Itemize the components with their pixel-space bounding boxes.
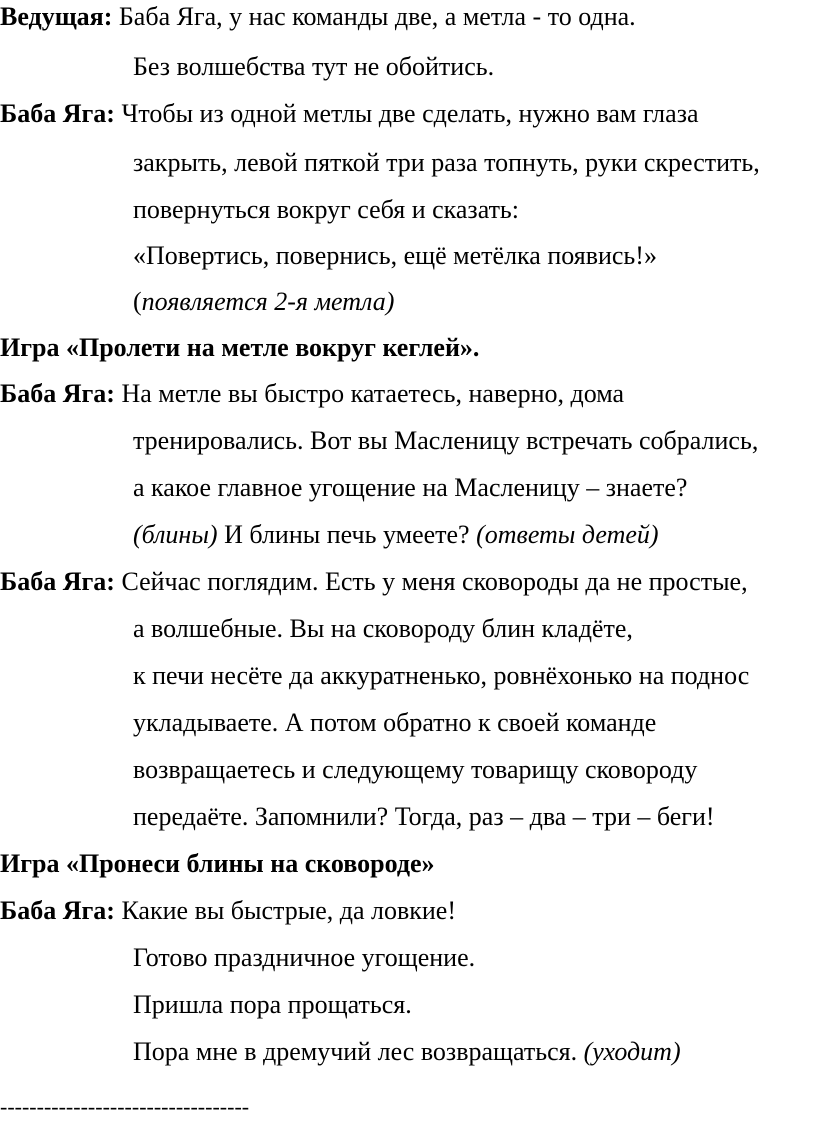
line-text: Сейчас поглядим. Есть у меня сковороды да не простые, xyxy=(114,567,748,596)
speaker-label: Ведущая: xyxy=(0,2,113,31)
line-text: передаёте. Запомнили? Тогда, раз – два – три – беги! xyxy=(133,802,715,831)
line-text: укладываете. А потом обратно к своей команде xyxy=(133,708,657,737)
line-18 xyxy=(133,802,816,832)
line-text: тренировались. Вот вы Масленицу встречать собрались, xyxy=(133,426,759,455)
line-13 xyxy=(0,567,816,597)
line-text: Какие вы быстрые, да ловкие! xyxy=(114,896,456,925)
line-text: к печи несёте да аккуратненько, ровнёхонько на поднос xyxy=(133,661,750,690)
line-21 xyxy=(133,943,816,973)
stage-direction: (уходит) xyxy=(583,1037,681,1066)
line-text: а какое главное угощение на Масленицу – знаете? xyxy=(133,473,688,502)
speaker-label: Баба Яга: xyxy=(0,896,115,925)
line-1 xyxy=(0,2,816,32)
stage-direction: появляется 2-я метла) xyxy=(141,287,395,316)
line-6 xyxy=(133,241,816,271)
line-text: Баба Яга, у нас команды две, а метла - то одна. xyxy=(112,2,636,31)
line-10 xyxy=(133,426,816,456)
stage-direction: (ответы детей) xyxy=(476,520,659,549)
line-14 xyxy=(133,614,816,644)
dashed-separator: ---------------------------------- xyxy=(0,1094,250,1119)
line-22 xyxy=(133,990,816,1020)
line-17 xyxy=(133,755,816,785)
line-15 xyxy=(133,661,816,691)
line-text: Пора мне в дремучий лес возвращаться. xyxy=(133,1037,584,1066)
line-text: закрыть, левой пяткой три раза топнуть, руки скрестить, xyxy=(133,148,760,177)
line-text: На метле вы быстро катаетесь, наверно, дома xyxy=(114,379,625,408)
game-heading: Игра «Пролети на метле вокруг кеглей». xyxy=(0,333,480,362)
line-text: а волшебные. Вы на сковороду блин кладёте, xyxy=(133,614,633,643)
line-12 xyxy=(133,520,816,550)
line-text: возвращаетесь и следующему товарищу сковороду xyxy=(133,755,698,784)
speaker-label: Баба Яга: xyxy=(0,379,115,408)
line-text: повернуться вокруг себя и сказать: xyxy=(133,195,520,224)
line-3 xyxy=(0,99,816,129)
line-2 xyxy=(133,52,816,82)
line-20 xyxy=(0,896,816,926)
line-text: Чтобы из одной метлы две сделать, нужно вам глаза xyxy=(114,99,699,128)
line-text: Готово праздничное угощение. xyxy=(133,943,476,972)
line-text: Пришла пора прощаться. xyxy=(133,990,412,1019)
line-4 xyxy=(133,148,816,178)
heading-game-2 xyxy=(0,849,816,879)
line-text: «Повертись, повернись, ещё метёлка появись!» xyxy=(133,241,657,270)
line-7 xyxy=(133,287,816,317)
heading-game-1 xyxy=(0,333,816,363)
line-16 xyxy=(133,708,816,738)
line-11 xyxy=(133,473,816,503)
game-heading: Игра «Пронеси блины на сковороде» xyxy=(0,849,435,878)
line-5 xyxy=(133,195,816,225)
line-9 xyxy=(0,379,816,409)
line-text: И блины печь умеете? xyxy=(217,520,477,549)
speaker-label: Баба Яга: xyxy=(0,99,115,128)
speaker-label: Баба Яга: xyxy=(0,567,115,596)
line-text: ( xyxy=(133,287,142,316)
stage-direction: (блины) xyxy=(133,520,218,549)
line-text: Без волшебства тут не обойтись. xyxy=(133,52,495,81)
line-23 xyxy=(133,1037,816,1067)
